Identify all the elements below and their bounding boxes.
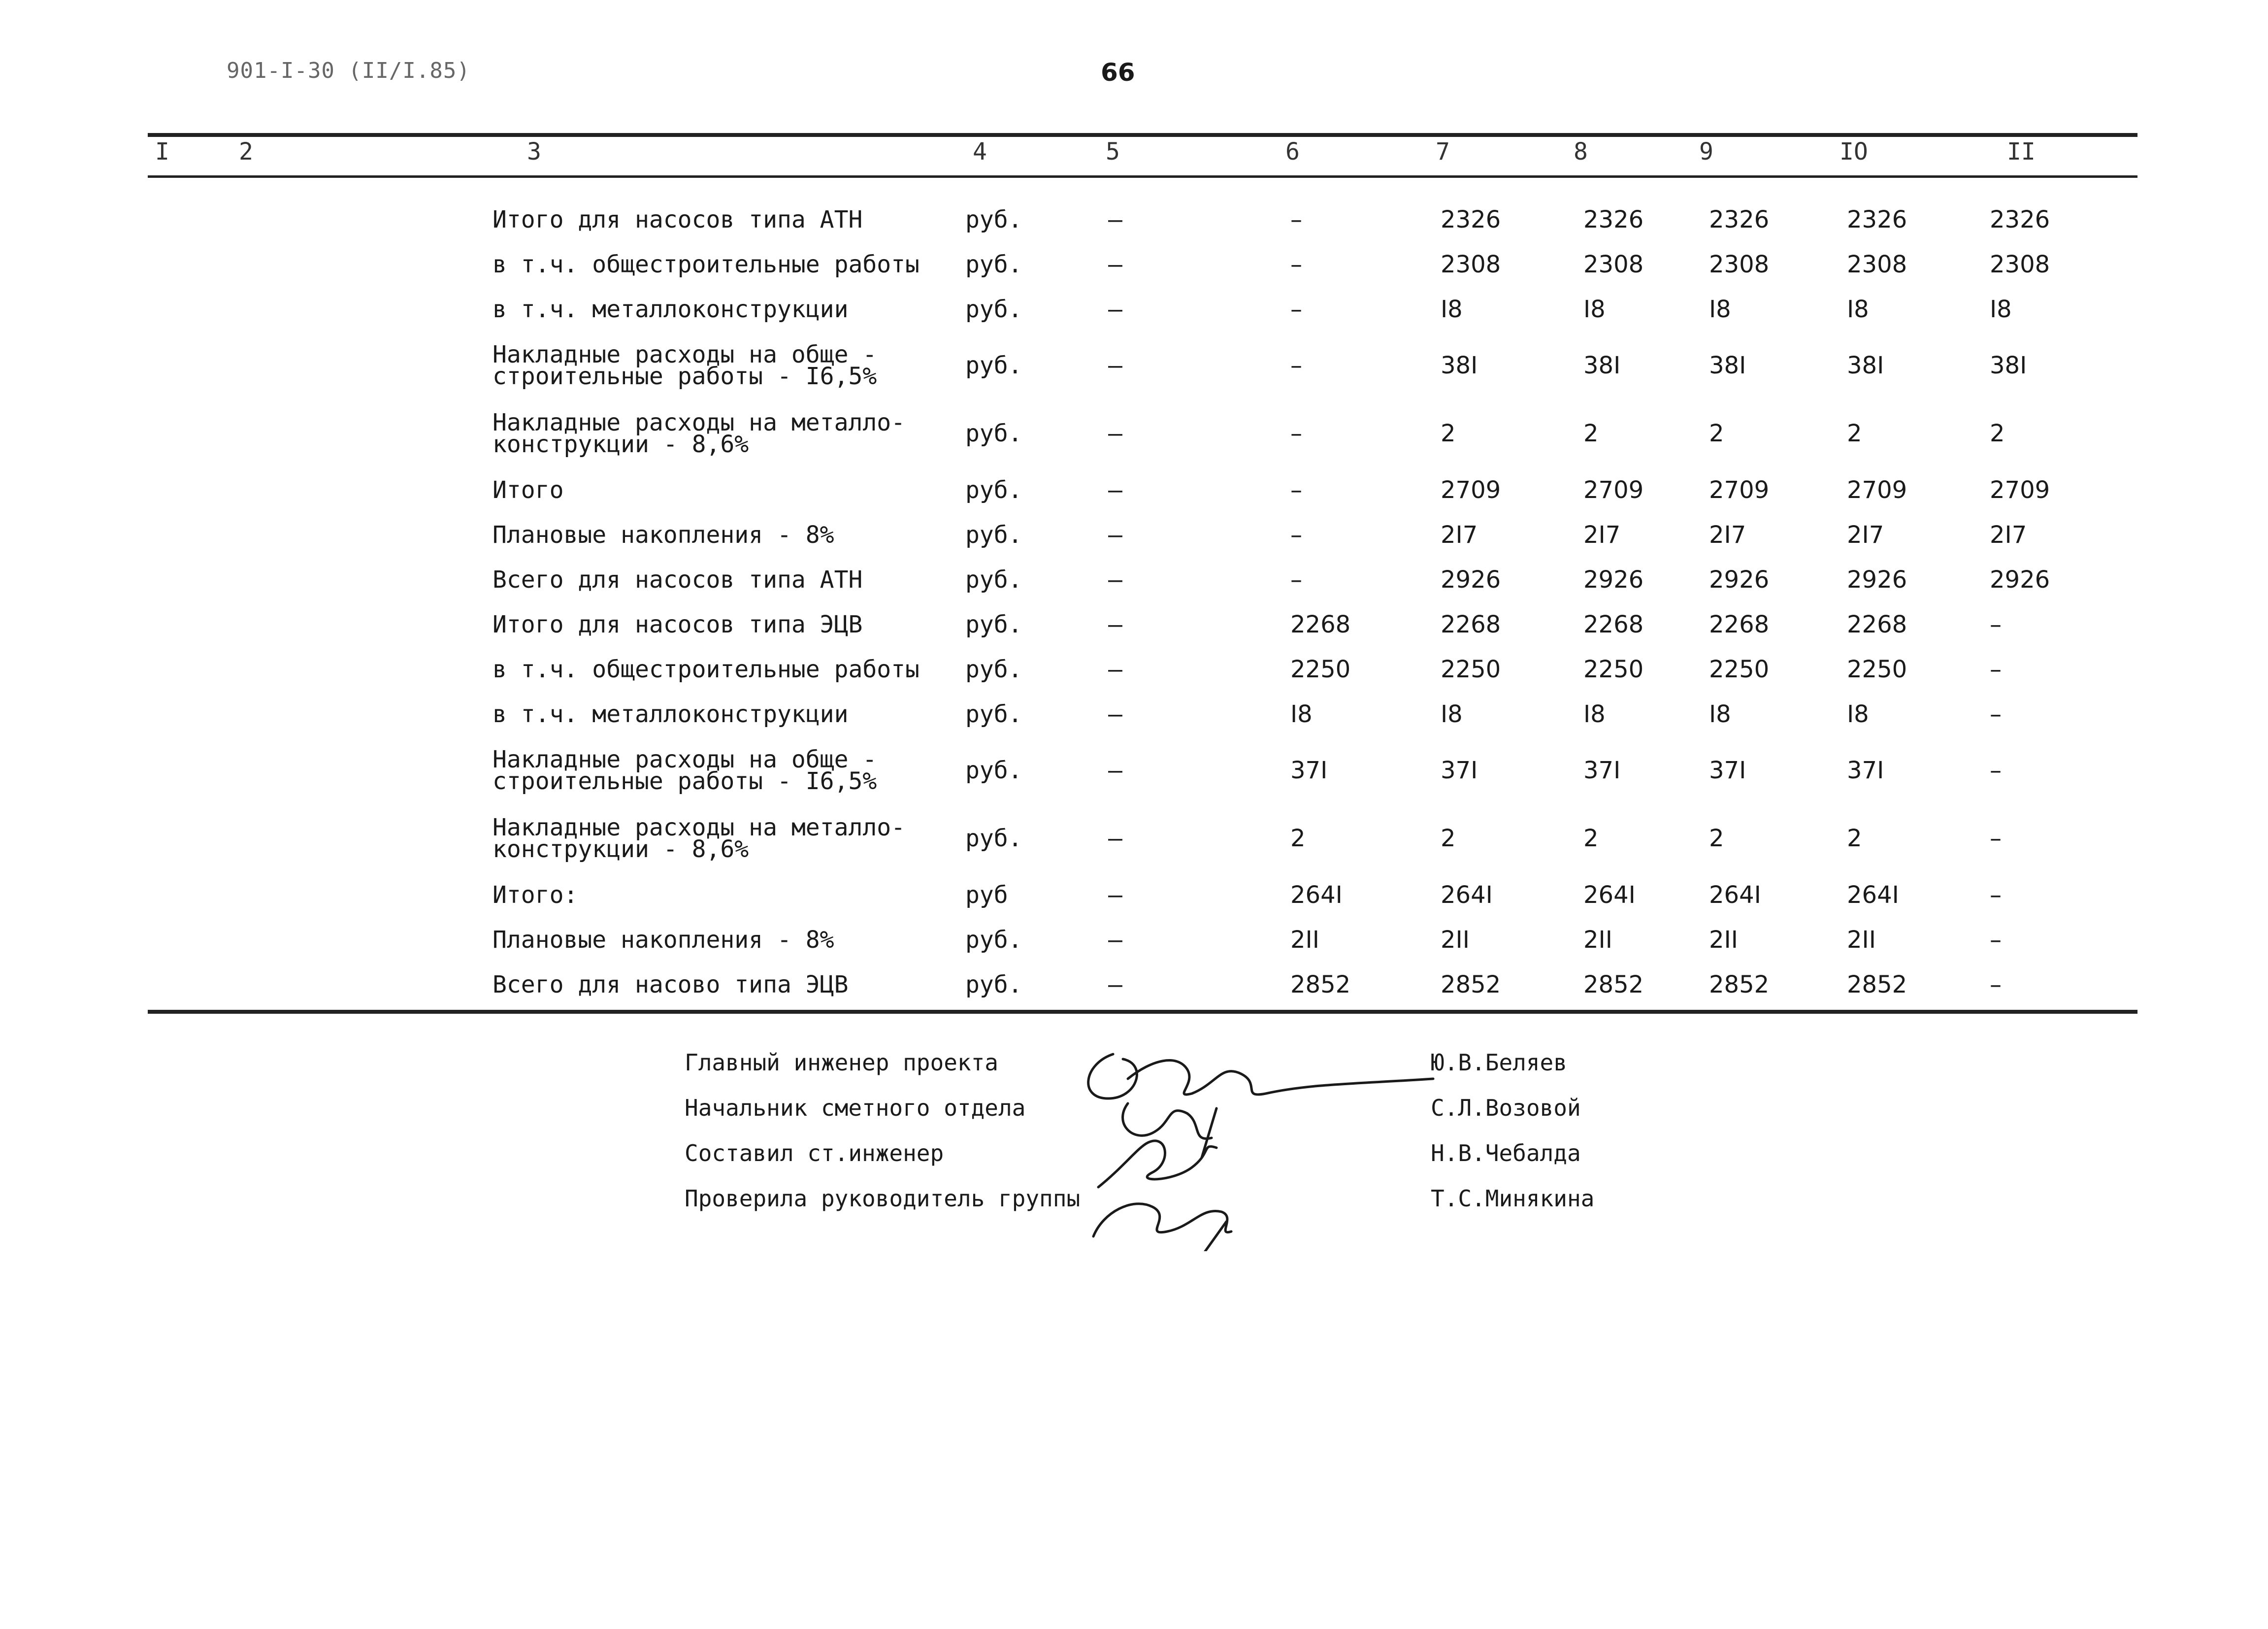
unit-cell: руб. [965,565,1022,594]
column-header-10: IO [1840,138,1868,166]
col-8-cell: I8 [1583,700,1606,728]
col-8-cell: 2852 [1583,970,1644,998]
signer-role-1: Главный инженер проекта [685,1049,998,1076]
col-7-cell: 2852 [1441,970,1501,998]
col-11-cell: 38I [1990,352,2027,379]
col-6-cell: 2 [1290,825,1306,852]
column-header-11: II [2007,138,2036,166]
signer-name-2: С.Л.Возовой [1431,1095,1581,1121]
col-5-cell: – [1108,565,1122,594]
col-5-cell: – [1108,610,1122,638]
row-description [493,197,965,242]
col-9-cell: I8 [1709,700,1731,728]
col-10-cell: 2326 [1847,205,1907,233]
table-row [493,872,2157,917]
col-5-cell: – [1108,295,1122,323]
table-row [493,242,2157,287]
col-9-cell: 264I [1709,881,1761,909]
col-10-cell: 2 [1847,825,1862,852]
row-description-line: Итого для насосов типа ЭЦВ [493,610,863,638]
row-description-line: в т.ч. металлоконструкции [493,295,849,323]
column-header-1: I [155,138,169,166]
col-9-cell: 37I [1709,757,1746,784]
col-5-cell: – [1108,250,1122,278]
col-6-cell: 2268 [1290,610,1351,638]
row-description [493,557,965,602]
col-7-cell: 37I [1441,757,1478,784]
col-7-cell: 2II [1441,926,1470,954]
col-7-cell: 2 [1441,825,1456,852]
table-row [493,692,2157,736]
col-11-cell: – [1990,655,2002,683]
signer-role-4: Проверила руководитель группы [685,1185,1081,1212]
page-number: 66 [1101,58,1135,87]
unit-cell: руб. [965,205,1022,233]
col-11-cell: I8 [1990,295,2012,323]
col-7-cell: 264I [1441,881,1493,909]
col-6-cell: – [1290,476,1302,504]
unit-cell: руб. [965,757,1022,784]
unit-cell: руб. [965,970,1022,998]
row-description-line: строительные работы - I6,5% [493,767,877,795]
table-row [493,332,2157,399]
row-description-line: Накладные расходы на обще - [493,746,877,773]
table-row [493,804,2157,872]
col-10-cell: 37I [1847,757,1884,784]
col-7-cell: 2268 [1441,610,1501,638]
signature-stroke-4 [1093,1204,1231,1251]
unit-cell: руб. [965,521,1022,549]
row-description-line: в т.ч. общестроительные работы [493,655,920,683]
row-description [493,692,965,736]
col-10-cell: 2 [1847,420,1862,447]
col-6-cell: 2250 [1290,655,1351,683]
signer-role-2: Начальник сметного отдела [685,1095,1026,1121]
col-6-cell: 264I [1290,881,1343,909]
column-header-4: 4 [973,138,987,166]
col-6-cell: – [1290,205,1302,233]
col-9-cell: 2 [1709,420,1724,447]
col-7-cell: 2709 [1441,476,1501,504]
col-8-cell: 2709 [1583,476,1644,504]
col-8-cell: 2926 [1583,565,1644,594]
table-row [493,287,2157,332]
row-description-line: Итого для насосов типа АТН [493,205,863,233]
signer-role-3: Составил ст.инженер [685,1140,944,1166]
col-7-cell: I8 [1441,700,1463,728]
col-6-cell: 2852 [1290,970,1351,998]
col-5-cell: – [1108,825,1122,852]
unit-cell: руб [965,881,1008,909]
col-10-cell: 264I [1847,881,1899,909]
col-5-cell: – [1108,476,1122,504]
row-description-line: конструкции - 8,6% [493,431,749,458]
col-11-cell: 2926 [1990,565,2050,594]
col-11-cell: – [1990,700,2002,728]
row-description [493,962,965,1007]
col-8-cell: 2 [1583,825,1599,852]
row-description-line: конструкции - 8,6% [493,835,749,863]
signer-name-4: Т.С.Минякина [1431,1185,1595,1212]
table-row [493,557,2157,602]
row-description [493,287,965,332]
col-5-cell: – [1108,926,1122,954]
row-description [493,242,965,287]
row-description [493,512,965,557]
column-header-2: 2 [239,138,253,166]
unit-cell: руб. [965,926,1022,954]
col-8-cell: 264I [1583,881,1636,909]
col-8-cell: 2II [1583,926,1612,954]
signature-stroke-2 [1123,1103,1216,1158]
col-5-cell: – [1108,655,1122,683]
col-5-cell: – [1108,352,1122,379]
table-row [493,962,2157,1007]
table-row [493,197,2157,242]
col-10-cell: 2268 [1847,610,1907,638]
document-code: 901-I-30 (II/I.85) [227,58,470,83]
col-10-cell: 2852 [1847,970,1907,998]
col-7-cell: 2308 [1441,250,1501,278]
col-9-cell: 38I [1709,352,1746,379]
col-10-cell: I8 [1847,700,1869,728]
table-row [493,467,2157,512]
col-11-cell: – [1990,926,2002,954]
col-11-cell: 2308 [1990,250,2050,278]
row-description [493,804,965,872]
table-row [493,399,2157,467]
col-8-cell: 2268 [1583,610,1644,638]
unit-cell: руб. [965,420,1022,447]
signer-name-3: Н.В.Чебалда [1431,1140,1581,1166]
table-row [493,512,2157,557]
col-10-cell: 2I7 [1847,521,1884,549]
header-rule [148,175,2137,178]
row-description [493,917,965,962]
row-description [493,647,965,692]
col-7-cell: 38I [1441,352,1478,379]
col-11-cell: – [1990,825,2002,852]
col-7-cell: 2I7 [1441,521,1478,549]
col-7-cell: 2250 [1441,655,1501,683]
col-10-cell: 2II [1847,926,1876,954]
col-9-cell: 2926 [1709,565,1770,594]
row-description [493,736,965,804]
col-6-cell: – [1290,352,1302,379]
signer-name-1: Ю.В.Беляев [1431,1049,1567,1076]
col-8-cell: I8 [1583,295,1606,323]
cost-table-body [493,197,2157,1007]
unit-cell: руб. [965,250,1022,278]
col-8-cell: 2326 [1583,205,1644,233]
col-8-cell: 2308 [1583,250,1644,278]
table-row [493,602,2157,647]
col-9-cell: 2709 [1709,476,1770,504]
col-10-cell: 2709 [1847,476,1907,504]
col-11-cell: 2I7 [1990,521,2027,549]
unit-cell: руб. [965,476,1022,504]
table-row [493,647,2157,692]
column-header-5: 5 [1106,138,1120,166]
col-6-cell: – [1290,250,1302,278]
col-9-cell: 2 [1709,825,1724,852]
col-11-cell: – [1990,881,2002,909]
unit-cell: руб. [965,352,1022,379]
col-8-cell: 37I [1583,757,1621,784]
cost-table [493,197,2157,1007]
col-5-cell: – [1108,881,1122,909]
top-rule [148,133,2137,137]
row-description [493,467,965,512]
row-description [493,602,965,647]
col-6-cell: – [1290,565,1302,594]
col-6-cell: – [1290,295,1302,323]
signature-stroke-3 [1098,1141,1216,1187]
row-description-line: строительные работы - I6,5% [493,363,877,390]
col-5-cell: – [1108,205,1122,233]
row-description-line: Всего для насосов типа АТН [493,565,863,594]
col-6-cell: I8 [1290,700,1313,728]
col-11-cell: 2 [1990,420,2005,447]
row-description-line: в т.ч. металлоконструкции [493,700,849,728]
column-header-3: 3 [527,138,541,166]
row-description [493,872,965,917]
col-8-cell: 2I7 [1583,521,1621,549]
col-8-cell: 38I [1583,352,1621,379]
col-8-cell: 2250 [1583,655,1644,683]
col-11-cell: 2326 [1990,205,2050,233]
row-description-line: Накладные расходы на обще - [493,341,877,368]
col-6-cell: – [1290,521,1302,549]
row-description [493,399,965,467]
col-10-cell: I8 [1847,295,1869,323]
col-10-cell: 2308 [1847,250,1907,278]
signature-stroke-1 [1088,1054,1433,1098]
col-9-cell: 2I7 [1709,521,1746,549]
col-6-cell: 2II [1290,926,1319,954]
col-7-cell: 2326 [1441,205,1501,233]
unit-cell: руб. [965,295,1022,323]
col-9-cell: 2852 [1709,970,1770,998]
col-9-cell: 2268 [1709,610,1770,638]
column-header-7: 7 [1436,138,1450,166]
column-header-8: 8 [1574,138,1588,166]
col-5-cell: – [1108,420,1122,447]
col-10-cell: 2926 [1847,565,1907,594]
col-10-cell: 2250 [1847,655,1907,683]
column-header-9: 9 [1699,138,1713,166]
col-7-cell: 2 [1441,420,1456,447]
col-11-cell: – [1990,970,2002,998]
unit-cell: руб. [965,655,1022,683]
col-11-cell: 2709 [1990,476,2050,504]
row-description-line: Итого [493,476,564,504]
handwritten-signatures-image [1054,1025,1448,1251]
col-6-cell: 37I [1290,757,1328,784]
col-9-cell: 2326 [1709,205,1770,233]
col-5-cell: – [1108,521,1122,549]
col-10-cell: 38I [1847,352,1884,379]
col-5-cell: – [1108,970,1122,998]
unit-cell: руб. [965,825,1022,852]
column-header-6: 6 [1285,138,1300,166]
col-9-cell: 2II [1709,926,1738,954]
col-5-cell: – [1108,700,1122,728]
table-row [493,917,2157,962]
row-description-line: Итого: [493,881,578,909]
col-5-cell: – [1108,757,1122,784]
unit-cell: руб. [965,700,1022,728]
col-7-cell: 2926 [1441,565,1501,594]
row-description-line: Плановые накопления - 8% [493,926,834,954]
col-9-cell: 2250 [1709,655,1770,683]
row-description [493,332,965,399]
row-description-line: Плановые накопления - 8% [493,521,834,549]
col-11-cell: – [1990,610,2002,638]
row-description-line: Накладные расходы на металло- [493,814,906,841]
unit-cell: руб. [965,610,1022,638]
col-11-cell: – [1990,757,2002,784]
row-description-line: Накладные расходы на металло- [493,409,906,436]
col-9-cell: I8 [1709,295,1731,323]
col-6-cell: – [1290,420,1302,447]
bottom-rule [148,1010,2137,1014]
col-9-cell: 2308 [1709,250,1770,278]
row-description-line: Всего для насово типа ЭЦВ [493,970,849,998]
row-description-line: в т.ч. общестроительные работы [493,250,920,278]
col-7-cell: I8 [1441,295,1463,323]
table-row [493,736,2157,804]
col-8-cell: 2 [1583,420,1599,447]
